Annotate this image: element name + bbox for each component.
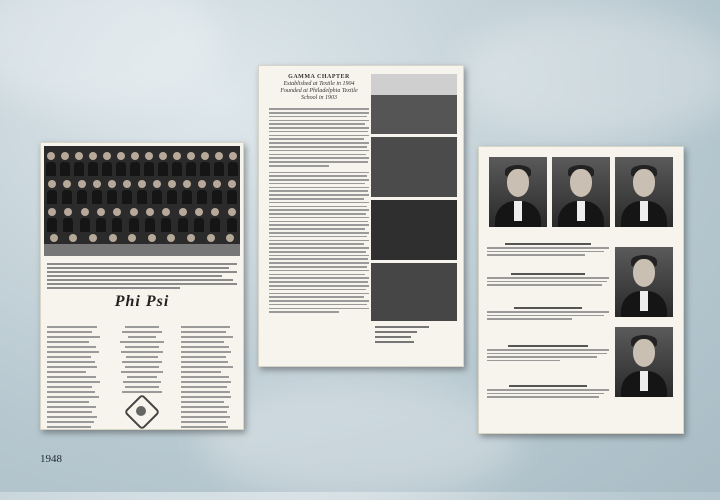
yearbook-page-chapter-history[interactable] (258, 65, 464, 367)
yearbook-page-group-photo[interactable] (40, 142, 244, 430)
group-photo (44, 146, 240, 256)
portrait-photo (615, 247, 673, 317)
portrait-photo (552, 157, 610, 227)
background-cloud (460, 10, 720, 140)
senior-bio (487, 271, 609, 288)
chapter-header: GAMMA CHAPTER Established at Textile in 1904 Founded at Philadelphia Textile School in 1903 (269, 74, 369, 102)
senior-bio (487, 241, 609, 258)
portrait-photo (615, 327, 673, 397)
portrait-photo (489, 157, 547, 227)
senior-bio (487, 343, 609, 363)
members-photo (371, 263, 457, 321)
yearbook-page-senior-portraits[interactable] (478, 146, 684, 434)
senior-bio (487, 305, 609, 322)
chapter-photos (371, 74, 457, 324)
photo-caption (375, 323, 435, 346)
chapter-history-text (269, 106, 369, 315)
members-photo (371, 137, 457, 197)
photo-caption (47, 261, 237, 291)
page-title: Phi Psi (114, 293, 170, 310)
background-cloud (0, 0, 220, 110)
members-photo (371, 200, 457, 260)
year-caption: 1948 (40, 453, 62, 465)
portrait-photo (615, 157, 673, 227)
senior-bio (487, 383, 609, 400)
background-cloud (200, 380, 520, 500)
chapter-title: GAMMA CHAPTER (288, 74, 350, 80)
chapter-house-photo (371, 74, 457, 134)
